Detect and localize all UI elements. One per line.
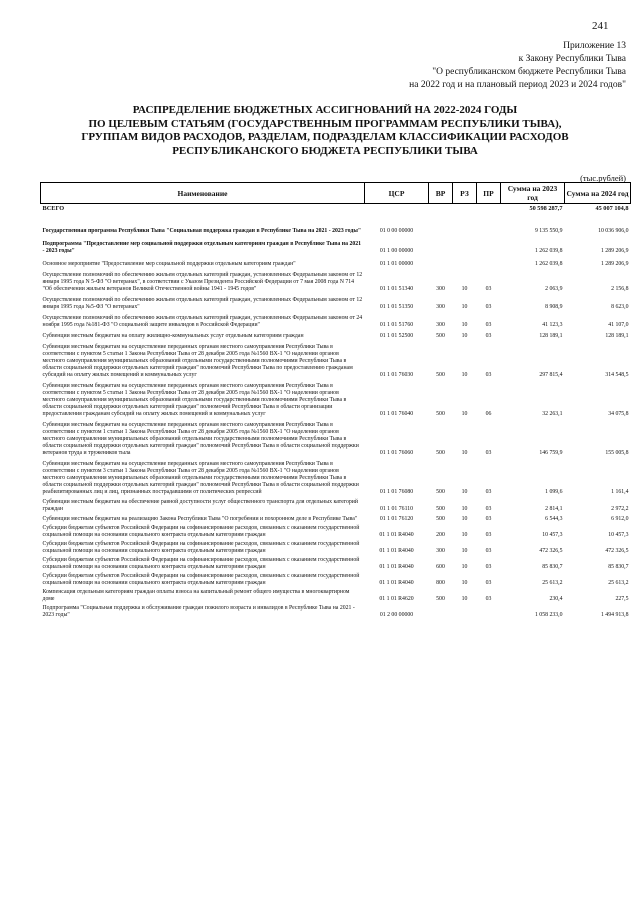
row-vr: 500 xyxy=(436,411,445,417)
row-csr: 01 1 01 R4040 xyxy=(379,580,414,586)
row-sum-2023: 32 263,1 xyxy=(542,411,563,417)
total-sum-2023: 50 598 287,7 xyxy=(529,205,563,212)
row-sum-2023: 1 262 039,8 xyxy=(534,261,563,267)
table-row xyxy=(41,539,631,555)
row-rz: 10 xyxy=(461,564,468,570)
row-pr xyxy=(477,255,501,268)
row-sum-2024: 1 161,4 xyxy=(611,489,629,495)
row-name: Субвенции местным бюджетам на реализацию Закона Республики Тыва "О погребении и похоронном деле в Республике Тыва" xyxy=(42,516,358,522)
row-vr xyxy=(429,603,453,619)
row-sum-2023: 8 908,9 xyxy=(545,304,563,310)
row-rz: 10 xyxy=(461,450,468,456)
row-rz: 10 xyxy=(461,322,468,328)
row-vr: 500 xyxy=(436,516,445,522)
row-rz: 10 xyxy=(461,286,468,292)
table-row xyxy=(41,555,631,571)
row-rz: 10 xyxy=(461,489,468,495)
title-line-3: ГРУППАМ ВИДОВ РАСХОДОВ, РАЗДЕЛАМ, ПОДРАЗДЕЛАМ КЛАССИФИКАЦИИ РАСХОДОВ xyxy=(81,131,569,143)
annex-line-3: "О республиканском бюджете Республики Тыва xyxy=(432,67,626,77)
row-vr: 200 xyxy=(436,532,445,538)
row-rz: 10 xyxy=(461,596,468,602)
row-sum-2024: 10 457,3 xyxy=(608,532,629,538)
header-sum-2023: Сумма на 2023 год xyxy=(501,183,565,204)
row-sum-2023: 146 759,9 xyxy=(539,450,563,456)
row-csr: 01 1 01 51350 xyxy=(379,304,414,310)
header-name: Наименование xyxy=(41,183,365,204)
header-pr: ПР xyxy=(477,183,501,204)
header-rz: РЗ xyxy=(453,183,477,204)
row-csr: 01 1 01 51340 xyxy=(379,286,414,292)
row-vr: 800 xyxy=(436,580,445,586)
row-csr: 01 1 01 76120 xyxy=(379,516,414,522)
table-row xyxy=(41,418,631,457)
row-sum-2023: 10 457,3 xyxy=(542,532,563,538)
row-name: Субвенции местным бюджетам на осуществление переданных органам местного самоуправления Республики Тыва в соответствии с пунктом 5 статьи 1 Закона Республики Тыва от 28 декабря 2005 года №1560 ВХ-1 "О наделении органов местного самоуправления муниципальных образований отдельными государственными полномочиями Республики Тыва в области социальной поддержки отдельных категорий граждан" полномочий Республики Тыва по предоставлению гражданам субсидий на оплату жилых помещений и коммунальных услуг xyxy=(42,344,353,378)
row-sum-2023: 1 262 039,8 xyxy=(534,248,563,254)
annex-block xyxy=(409,40,626,92)
row-name: Субвенции местным бюджетам на осуществление переданных органам местного самоуправления Республики Тыва в соответствии с пунктом 1 статьи 1 Закона Республики Тыва от 28 декабря 2005 года №1560 ВХ-1 "О наделении органов местного самоуправления муниципальных образований отдельными государственными полномочиями Республики Тыва в области социальной поддержки отдельных категорий граждан" полномочий Республики Тыва в области социальной поддержки ветеранов труда и тружеников тыла xyxy=(42,422,359,456)
annex-line-1: Приложение 13 xyxy=(563,41,626,51)
row-vr: 500 xyxy=(436,450,445,456)
row-sum-2023: 41 123,3 xyxy=(542,322,563,328)
row-rz xyxy=(453,255,477,268)
row-csr: 01 1 01 R4040 xyxy=(379,548,414,554)
table-row xyxy=(41,329,631,340)
row-pr: 03 xyxy=(485,304,492,310)
row-vr: 500 xyxy=(436,596,445,602)
total-sum-2024: 45 007 104,8 xyxy=(595,205,629,212)
table-row xyxy=(41,311,631,329)
row-vr xyxy=(429,235,453,255)
row-sum-2024: 25 613,2 xyxy=(608,580,629,586)
row-vr: 500 xyxy=(436,489,445,495)
row-sum-2024: 128 189,1 xyxy=(605,333,629,339)
row-pr: 03 xyxy=(485,516,492,522)
table-row xyxy=(41,603,631,619)
row-vr xyxy=(429,255,453,268)
row-rz xyxy=(453,235,477,255)
row-pr: 03 xyxy=(485,564,492,570)
row-csr: 01 1 01 R4040 xyxy=(379,532,414,538)
table-row xyxy=(41,523,631,539)
row-vr: 500 xyxy=(436,506,445,512)
row-name: Субвенции местным бюджетам на обеспечение равной доступности услуг общественного транспорта для отдельных категорий граждан xyxy=(42,499,358,512)
row-name: Субвенции местным бюджетам на осуществление переданных органам местного самоуправления Республики Тыва в соответствии с пунктом 3 статьи 1 Закона Республики Тыва от 28 декабря 2005 года №1560 ВХ-1 "О наделении органов местного самоуправления муниципальных образований отдельными государственными полномочиями Республики Тыва в области социальной поддержки отдельных категорий граждан" полномочий Республики Тыва в области социальной поддержки реабилитированных лиц и лиц, признанных пострадавшими от политических репрессий xyxy=(42,461,359,495)
row-rz: 10 xyxy=(461,333,468,339)
row-sum-2024: 8 623,0 xyxy=(611,304,629,310)
row-name: Подпрограмма "Социальная поддержка и обслуживание граждан пожилого возраста и инвалидов в Республике Тыва на 2021 - 2023 годы" xyxy=(42,605,355,618)
row-name: Субсидии бюджетам субъектов Российской Федерации на софинансирование расходов, связанных с оказанием государственной социальной помощи на основании социального контракта отдельным категориям граждан xyxy=(42,573,360,586)
total-label: ВСЕГО xyxy=(42,205,65,212)
row-csr: 01 1 01 R4040 xyxy=(379,564,414,570)
row-sum-2024: 1 289 206,9 xyxy=(600,248,629,254)
row-sum-2023: 2 063,9 xyxy=(545,286,563,292)
row-csr: 01 1 01 76060 xyxy=(379,450,414,456)
title-line-1: РАСПРЕДЕЛЕНИЕ БЮДЖЕТНЫХ АССИГНОВАНИЙ НА 2022-2024 ГОДЫ xyxy=(132,104,518,116)
row-name: Субсидии бюджетам субъектов Российской Федерации на софинансирование расходов, связанных с оказанием государственной социальной помощи на основании социального контракта отдельным категориям граждан xyxy=(42,557,360,570)
row-pr xyxy=(477,235,501,255)
row-sum-2023: 2 814,1 xyxy=(545,506,563,512)
row-rz: 10 xyxy=(461,548,468,554)
row-csr: 01 1 01 76110 xyxy=(379,506,414,512)
row-csr: 01 1 01 76030 xyxy=(379,372,414,378)
document-title xyxy=(60,104,590,158)
row-pr xyxy=(477,603,501,619)
header-vr: ВР xyxy=(429,183,453,204)
row-pr: 03 xyxy=(485,322,492,328)
row-name: Осуществление полномочий по обеспечению жильем отдельных категорий граждан, установленных Федеральным законом от 12 января 1995 года №5-ФЗ "О ветеранах" xyxy=(42,297,363,310)
row-sum-2023: 230,4 xyxy=(549,596,563,602)
row-csr: 01 1 00 00000 xyxy=(379,248,414,254)
row-vr: 300 xyxy=(436,322,445,328)
row-sum-2024: 41 107,0 xyxy=(608,322,629,328)
row-name: Субсидии бюджетам субъектов Российской Федерации на софинансирование расходов, связанных с оказанием государственной социальной помощи на основании социального контракта отдельным категориям граждан xyxy=(42,541,360,554)
row-rz: 10 xyxy=(461,506,468,512)
row-pr xyxy=(477,212,501,235)
table-row xyxy=(41,587,631,603)
row-sum-2024: 6 912,0 xyxy=(611,516,629,522)
row-csr: 01 1 01 00000 xyxy=(379,261,414,267)
row-vr: 500 xyxy=(436,372,445,378)
annex-line-4: на 2022 год и на плановый период 2023 и 2024 годов" xyxy=(409,80,626,90)
row-sum-2023: 85 830,7 xyxy=(542,564,563,570)
row-pr: 03 xyxy=(485,548,492,554)
row-sum-2024: 34 075,8 xyxy=(608,411,629,417)
row-vr: 500 xyxy=(436,333,445,339)
title-line-4: РЕСПУБЛИКАНСКОГО БЮДЖЕТА РЕСПУБЛИКИ ТЫВА xyxy=(172,144,478,157)
row-sum-2023: 1 058 233,0 xyxy=(534,612,563,618)
annex-line-2: к Закону Республики Тыва xyxy=(518,54,626,64)
page-number: 241 xyxy=(592,20,609,32)
header-csr: ЦСР xyxy=(365,183,429,204)
row-rz xyxy=(453,212,477,235)
table-header xyxy=(41,183,631,204)
row-sum-2023: 6 544,3 xyxy=(545,516,563,522)
table-row xyxy=(41,268,631,293)
row-pr: 03 xyxy=(485,450,492,456)
units-label: (тыс.рублей) xyxy=(580,173,626,183)
table-row xyxy=(41,379,631,418)
row-rz: 10 xyxy=(461,411,468,417)
row-rz: 10 xyxy=(461,372,468,378)
table-row xyxy=(41,212,631,235)
row-sum-2024: 314 548,5 xyxy=(605,372,629,378)
row-pr: 03 xyxy=(485,580,492,586)
row-vr: 300 xyxy=(436,304,445,310)
row-sum-2024: 2 156,8 xyxy=(611,286,629,292)
table-row xyxy=(41,255,631,268)
table-row xyxy=(41,496,631,513)
budget-table xyxy=(40,182,631,619)
row-pr: 06 xyxy=(485,411,492,417)
row-rz: 10 xyxy=(461,304,468,310)
table-row xyxy=(41,293,631,311)
total-row xyxy=(41,204,631,213)
row-pr: 03 xyxy=(485,286,492,292)
row-vr xyxy=(429,212,453,235)
row-name: Основное мероприятие "Предоставление мер социальной поддержки отдельным категориям граждан" xyxy=(42,261,296,267)
row-sum-2024: 2 972,2 xyxy=(611,506,629,512)
row-sum-2023: 25 613,2 xyxy=(542,580,563,586)
row-rz: 10 xyxy=(461,580,468,586)
table-row xyxy=(41,340,631,379)
table-body xyxy=(41,204,631,620)
table-row xyxy=(41,571,631,587)
row-sum-2024: 472 326,5 xyxy=(605,548,629,554)
row-sum-2023: 297 815,4 xyxy=(539,372,563,378)
row-name: Субвенции местным бюджетам на осуществление переданных органам местного самоуправления Республики Тыва в соответствии с пунктом 5 статьи 1 Закона Республики Тыва от 28 декабря 2005 года №1560 ВХ-1 "О наделении органов местного самоуправления муниципальных образований отдельными государственными полномочиями Республики Тыва в области социальной поддержки отдельных категорий граждан" полномочий Республики Тыва в области организации предоставления гражданам субсидий на оплату жилых помещений и коммунальных услуг xyxy=(42,383,347,417)
row-csr: 01 1 01 76080 xyxy=(379,489,414,495)
row-pr: 03 xyxy=(485,489,492,495)
row-sum-2023: 9 135 550,9 xyxy=(534,228,563,234)
header-sum-2024: Сумма на 2024 год xyxy=(565,183,631,204)
row-sum-2024: 10 036 906,0 xyxy=(598,228,629,234)
row-vr: 600 xyxy=(436,564,445,570)
row-csr: 01 2 00 00000 xyxy=(379,612,414,618)
row-sum-2024: 1 494 913,8 xyxy=(600,612,629,618)
row-pr: 03 xyxy=(485,372,492,378)
row-pr: 03 xyxy=(485,596,492,602)
row-sum-2023: 1 099,6 xyxy=(545,489,563,495)
title-line-2: ПО ЦЕЛЕВЫМ СТАТЬЯМ (ГОСУДАРСТВЕННЫМ ПРОГРАММАМ РЕСПУБЛИКИ ТЫВА), xyxy=(88,117,562,130)
row-name: Осуществление полномочий по обеспечению жильем отдельных категорий граждан, установленных Федеральным законом от 24 ноября 1995 года №181-ФЗ "О социальной защите инвалидов в Российской Федерации" xyxy=(42,315,363,328)
row-vr: 300 xyxy=(436,286,445,292)
row-vr: 300 xyxy=(436,548,445,554)
row-csr: 01 1 01 52500 xyxy=(379,333,414,339)
row-sum-2024: 227,5 xyxy=(615,596,629,602)
row-name: Субсидии бюджетам субъектов Российской Федерации на софинансирование расходов, связанных с оказанием государственной социальной помощи на основании социального контракта отдельным категориям граждан xyxy=(42,525,360,538)
row-csr: 01 1 01 R4620 xyxy=(379,596,414,602)
table-row xyxy=(41,457,631,496)
row-sum-2024: 1 289 206,9 xyxy=(600,261,629,267)
row-csr: 01 0 00 00000 xyxy=(379,228,414,234)
row-csr: 01 1 01 51760 xyxy=(379,322,414,328)
row-sum-2023: 472 326,5 xyxy=(539,548,563,554)
table-row xyxy=(41,235,631,255)
row-name: Осуществление полномочий по обеспечению жильем отдельных категорий граждан, установленных Федеральным законом от 12 января 1995 года N 5-ФЗ "О ветеранах", в соответствии с Указом Президента Российской Федерации от 7 мая 2008 года N 714 "Об обеспечении жильем ветеранов Великой Отечественной войны 1941 - 1945 годов" xyxy=(42,272,363,292)
row-csr: 01 1 01 76040 xyxy=(379,411,414,417)
row-sum-2024: 85 830,7 xyxy=(608,564,629,570)
row-name: Субвенции местным бюджетам на оплату жилищно-коммунальных услуг отдельным категориям граждан xyxy=(42,333,304,339)
row-name: Государственная программа Республики Тыва "Социальная поддержка граждан в Республике Тыва на 2021 - 2023 годы" xyxy=(42,228,362,234)
row-sum-2023: 128 189,1 xyxy=(539,333,563,339)
row-rz: 10 xyxy=(461,516,468,522)
table-row xyxy=(41,513,631,523)
row-pr: 03 xyxy=(485,333,492,339)
row-name: Подпрограмма "Предоставление мер социальной поддержки отдельным категориям граждан в Республике Тыва на 2021 - 2023 годы" xyxy=(42,241,362,254)
row-sum-2024: 155 005,8 xyxy=(605,450,629,456)
row-rz xyxy=(453,603,477,619)
row-pr: 03 xyxy=(485,532,492,538)
row-pr: 03 xyxy=(485,506,492,512)
row-name: Компенсация отдельным категориям граждан оплаты взноса на капитальный ремонт общего имущества в многоквартирном доме xyxy=(42,589,350,602)
row-rz: 10 xyxy=(461,532,468,538)
